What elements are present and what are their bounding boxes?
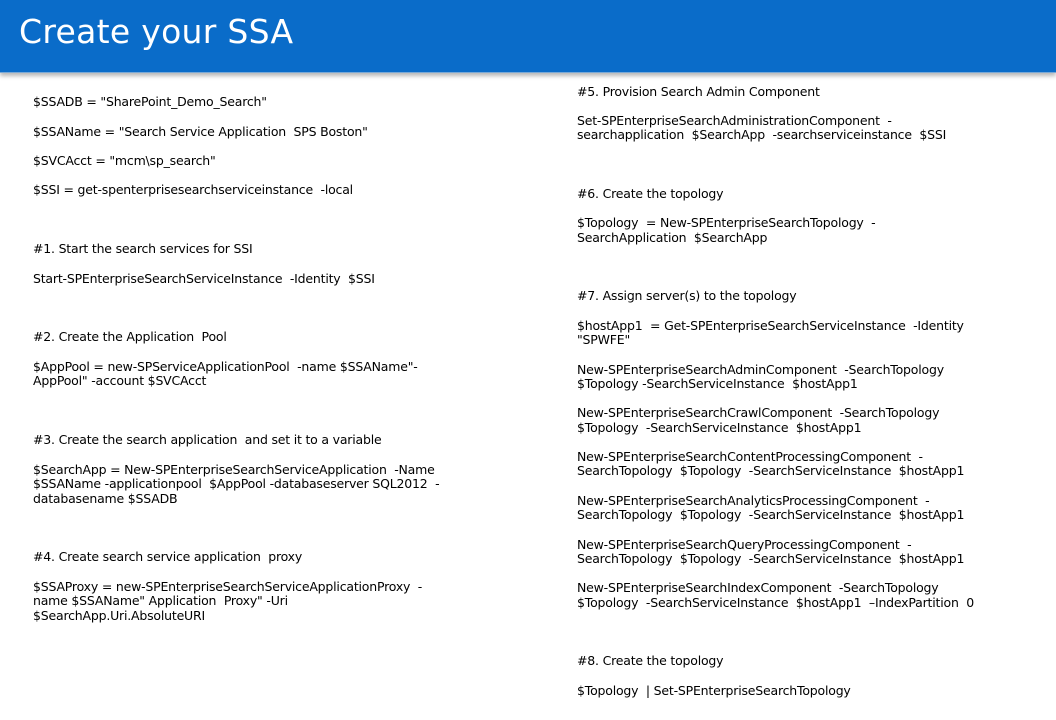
script-line: searchapplication $SearchApp -searchserviceinstance $SSI (577, 127, 947, 142)
script-line: SearchApplication $SearchApp (577, 230, 768, 245)
script-line: $SearchApp = New-SPEnterpriseSearchServiceApplication -Name (33, 462, 435, 477)
script-line: $SearchApp.Uri.AbsoluteURI (33, 608, 205, 623)
script-line: New-SPEnterpriseSearchCrawlComponent -SearchTopology (577, 405, 940, 420)
step-heading: #1. Start the search services for SSI (33, 241, 253, 256)
script-line: $AppPool = new-SPServiceApplicationPool -name $SSAName"- (33, 359, 418, 374)
slide-title: Create your SSA (19, 12, 294, 51)
script-line: Start-SPEnterpriseSearchServiceInstance -Identity $SSI (33, 271, 375, 286)
step-heading: #8. Create the topology (577, 653, 724, 668)
step-heading: #7. Assign server(s) to the topology (577, 288, 797, 303)
script-line: $SSI = get-spenterprisesearchserviceinstance -local (33, 182, 353, 197)
script-line: $SSAProxy = new-SPEnterpriseSearchServiceApplicationProxy - (33, 579, 423, 594)
script-line: New-SPEnterpriseSearchAdminComponent -SearchTopology (577, 362, 944, 377)
step-heading: #2. Create the Application Pool (33, 329, 227, 344)
script-line: $Topology = New-SPEnterpriseSearchTopology - (577, 215, 876, 230)
script-line: databasename $SSADB (33, 491, 178, 506)
slide-title-bar (0, 0, 1056, 73)
script-line: New-SPEnterpriseSearchContentProcessingComponent - (577, 449, 923, 464)
script-line: New-SPEnterpriseSearchQueryProcessingComponent - (577, 537, 912, 552)
script-line: New-SPEnterpriseSearchAnalyticsProcessingComponent - (577, 493, 930, 508)
script-line: $SSADB = "SharePoint_Demo_Search" (33, 94, 267, 109)
step-heading: #4. Create search service application proxy (33, 549, 303, 564)
script-line: $Topology | Set-SPEnterpriseSearchTopology (577, 683, 851, 698)
script-line: AppPool" -account $SVCAcct (33, 373, 207, 388)
script-line: "SPWFE" (577, 332, 631, 347)
step-heading: #3. Create the search application and set it to a variable (33, 432, 382, 447)
script-line: Set-SPEnterpriseSearchAdministrationComponent - (577, 113, 892, 128)
script-line: New-SPEnterpriseSearchIndexComponent -SearchTopology (577, 580, 939, 595)
script-line: $SVCAcct = "mcm\sp_search" (33, 153, 216, 168)
script-line: $SSAName = "Search Service Application SPS Boston" (33, 124, 368, 139)
script-line: SearchTopology $Topology -SearchServiceInstance $hostApp1 (577, 463, 965, 478)
script-line: $hostApp1 = Get-SPEnterpriseSearchServiceInstance -Identity (577, 318, 964, 333)
script-line: $Topology -SearchServiceInstance $hostApp1 –IndexPartition 0 (577, 595, 974, 610)
script-line: name $SSAName" Application Proxy" -Uri (33, 593, 288, 608)
script-line: $Topology -SearchServiceInstance $hostApp1 (577, 376, 858, 391)
step-heading: #5. Provision Search Admin Component (577, 84, 820, 99)
step-heading: #6. Create the topology (577, 186, 724, 201)
script-line: SearchTopology $Topology -SearchServiceInstance $hostApp1 (577, 507, 965, 522)
script-line: SearchTopology $Topology -SearchServiceInstance $hostApp1 (577, 551, 965, 566)
script-line: $SSAName -applicationpool $AppPool -databaseserver SQL2012 - (33, 476, 440, 491)
script-line: $Topology -SearchServiceInstance $hostApp1 (577, 420, 862, 435)
